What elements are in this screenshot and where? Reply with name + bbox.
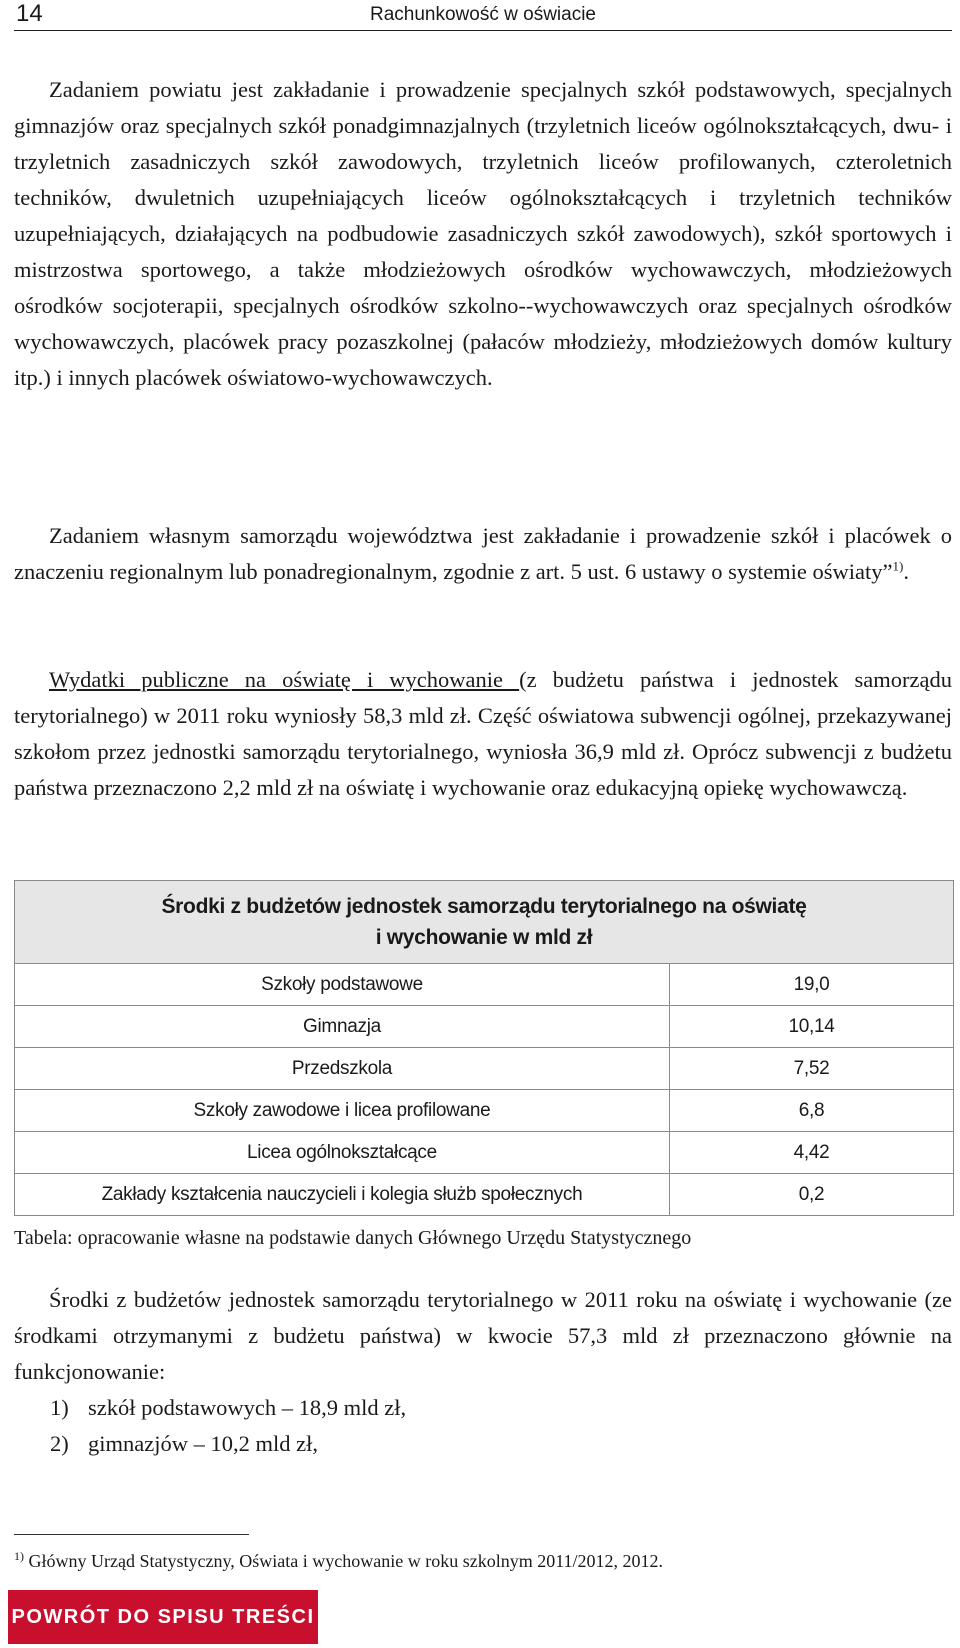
table-row: [15, 1006, 954, 1048]
paragraph-wojewodztwo-text: Zadaniem własnym samorządu województwa jest zakładanie i prowadzenie szkół i placówek o znaczeniu regionalnym lub ponadregionalnym, zgodnie z art. 5 ust. 6 ustawy o systemie oświaty”: [14, 523, 952, 584]
table-cell-label: Licea ogólnokształcące: [15, 1132, 670, 1174]
table-cell-label: Szkoły podstawowe: [15, 964, 670, 1006]
table-row: [15, 1174, 954, 1216]
list-item-text: szkół podstawowych – 18,9 mld zł,: [88, 1395, 407, 1420]
page-number: 14: [16, 0, 43, 27]
table-cell-label: Szkoły zawodowe i licea profilowane: [15, 1090, 670, 1132]
table-cell-label: Gimnazja: [15, 1006, 670, 1048]
table-cell-label: Przedszkola: [15, 1048, 670, 1090]
paragraph-srodki: Środki z budżetów jednostek samorządu terytorialnego w 2011 roku na oświatę i wychowanie (ze środkami otrzymanymi z budżetu państwa) w kwocie 57,3 mld zł przeznaczono głównie na funkcjonowanie:: [14, 1287, 952, 1384]
list-item-text: gimnazjów – 10,2 mld zł,: [88, 1431, 318, 1456]
table-header-row: [15, 881, 954, 964]
table-source-caption: Tabela: opracowanie własne na podstawie danych Głównego Urzędu Statystycznego: [14, 1227, 692, 1249]
underlined-phrase: Wydatki publiczne na oświatę i wychowanie: [49, 667, 520, 692]
list-item-number: 1): [50, 1395, 69, 1420]
paragraph-powiat: Zadaniem powiatu jest zakładanie i prowadzenie specjalnych szkół podstawowych, specjalnych gimnazjów oraz specjalnych szkół ponadgimnazjalnych (trzyletnich liceów ogólnokształcących, dwu- i trzyletnich zasadniczych szkół zawodowych, trzyletnich liceów profilowanych, czteroletnich techników, dwuletnich uzupełniających liceów ogólnokształcących i trzyletnich techników uzupełniających, działających na podbudowie zasadniczych szkół zawodowych), szkół sportowych i mistrzostwa sportowego, a także młodzieżowych ośrodków wychowawczych, młodzieżowych ośrodków socjoterapii, specjalnych ośrodków szkolno--wychowawczych oraz specjalnych ośrodków wychowawczych, placówek pracy pozaszkolnej (pałaców młodzieży, młodzieżowych domów kultury itp.) i innych placówek oświatowo-wychowawczych.: [14, 77, 952, 390]
footnote-reference[interactable]: 1): [892, 558, 904, 574]
footnote-divider: [14, 1534, 249, 1535]
table-row: [15, 964, 954, 1006]
paragraph-wojewodztwo: [14, 518, 952, 590]
table-cell-value: 4,42: [669, 1132, 953, 1174]
list-item-number: 2): [50, 1431, 69, 1456]
table-cell-value: 7,52: [669, 1048, 953, 1090]
table-cell-value: 10,14: [669, 1006, 953, 1048]
footnote-text: Główny Urząd Statystyczny, Oświata i wychowanie w roku szkolnym 2011/2012, 2012.: [24, 1551, 664, 1571]
budget-table: [14, 880, 954, 1216]
list-item: [50, 1426, 406, 1462]
table-title-line-1: Środki z budżetów jednostek samorządu terytorialnego na oświatę: [161, 895, 807, 918]
paragraph-wydatki: [14, 662, 952, 806]
running-title: Rachunkowość w oświacie: [370, 4, 596, 25]
table-row: [15, 1090, 954, 1132]
table-cell-value: 0,2: [669, 1174, 953, 1216]
back-to-contents-button[interactable]: POWRÓT DO SPISU TREŚCI: [8, 1590, 318, 1644]
paragraph-wydatki-rest: (z budżetu państwa i jednostek samorządu terytorialnego) w 2011 roku wyniosły 58,3 mld zł. Część oświatowa subwencji ogólnej, przekazywanej szkołom przez jednostki samorządu terytorialnego, wyniosła 36,9 mld zł. Oprócz subwencji z budżetu państwa przeznaczono 2,2 mld zł na oświatę i wychowanie oraz edukacyjną opiekę wychowawczą.: [14, 667, 952, 800]
table-cell-value: 6,8: [669, 1090, 953, 1132]
footnote-marker: 1): [14, 1549, 24, 1563]
numbered-list: [50, 1390, 406, 1462]
list-item: [50, 1390, 406, 1426]
paragraph-end-punct: .: [903, 559, 909, 584]
table-title: [15, 881, 954, 964]
table-title-line-2: i wychowanie w mld zł: [375, 926, 593, 949]
table-cell-label: Zakłady kształcenia nauczycieli i kolegia służb społecznych: [15, 1174, 670, 1216]
table-row: [15, 1048, 954, 1090]
table-row: [15, 1132, 954, 1174]
page-header: [14, 0, 952, 31]
table-cell-value: 19,0: [669, 964, 953, 1006]
footnote: [14, 1548, 663, 1574]
